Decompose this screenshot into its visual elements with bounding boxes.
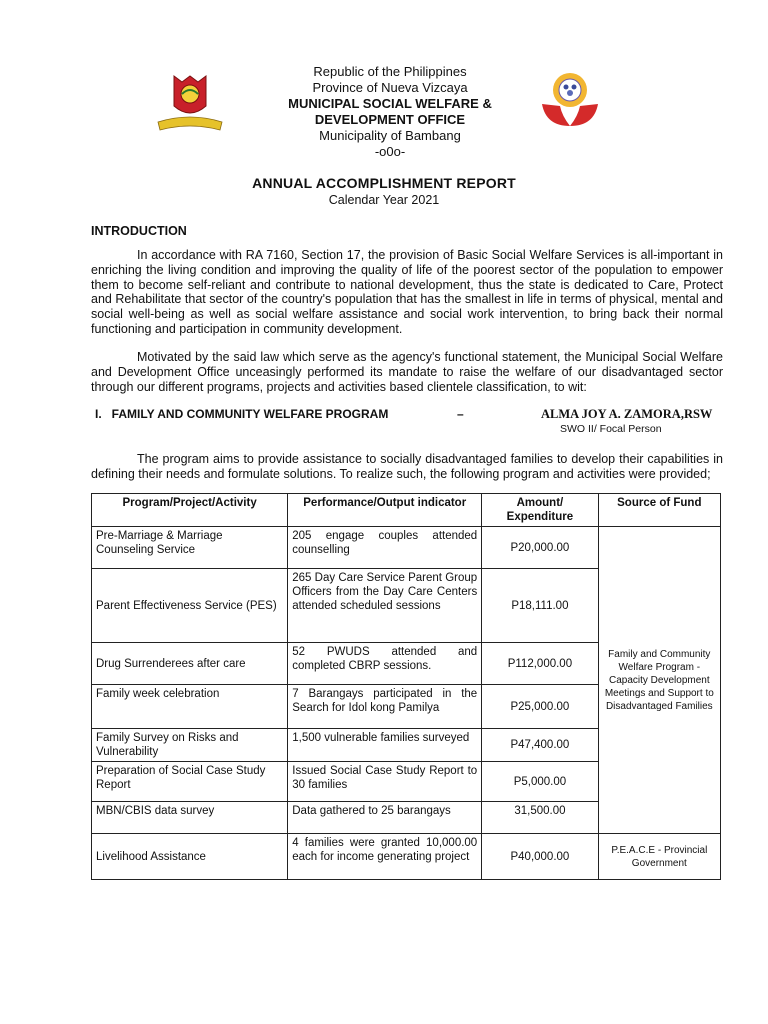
program-description: The program aims to provide assistance to socially disadvantaged families to develop their capabilities in defining their needs and formulate solutions. To realize such, the following program and activities were provided;	[91, 452, 723, 481]
intro-paragraph-2: Motivated by the said law which serve as the agency's functional statement, the Municipal Social Welfare and Development Office unceasingly performed its mandate to raise the welfare of our disadvantaged sector through our different programs, projects and activities based clientele classification, to wit:	[91, 350, 723, 394]
program-heading: I. FAMILY AND COMMUNITY WELFARE PROGRAM	[95, 407, 389, 421]
indicator-cell: 4 families were granted 10,000.00 each for income generating project	[288, 834, 482, 880]
header-municipality: Municipality of Bambang	[319, 128, 461, 143]
header-office-line1: MUNICIPAL SOCIAL WELFARE &	[288, 96, 492, 111]
header-republic: Republic of the Philippines	[313, 64, 467, 79]
activity-cell: MBN/CBIS data survey	[92, 802, 288, 834]
activity-cell: Preparation of Social Case Study Report	[92, 762, 288, 802]
intro-paragraph-1: In accordance with RA 7160, Section 17, the provision of Basic Social Welfare Services is all-important in enriching the living condition and improving the quality of life of the poorest sector of the population to empower them to become self-reliant and contribute to national development, thus the state is dedicated to Care, Protect and Rehabilitate that sector of the country's population that has the smallest in life in terms of physical, mental and social well-being as well as social welfare assistance and social work intervention, to bring back their normal functioning and participation in community development.	[91, 248, 723, 336]
table-header-row	[92, 494, 721, 527]
header-activity: Program/Project/Activity	[92, 494, 288, 527]
table-row	[92, 834, 721, 880]
amount-cell: 31,500.00	[482, 802, 598, 834]
header-separator: -o0o-	[374, 144, 406, 159]
amount-cell: P20,000.00	[482, 527, 598, 569]
amount-cell: P40,000.00	[482, 834, 598, 880]
amount-cell: P5,000.00	[482, 762, 598, 802]
activity-cell: Parent Effectiveness Service (PES)	[92, 569, 288, 643]
header-province: Province of Nueva Vizcaya	[312, 80, 468, 95]
amount-cell: P112,000.00	[482, 643, 598, 685]
amount-cell: P18,111.00	[482, 569, 598, 643]
amount-cell: P25,000.00	[482, 685, 598, 729]
focal-person-position: SWO II/ Focal Person	[560, 423, 662, 435]
indicator-cell: 205 engage couples attended counselling	[288, 527, 482, 569]
introduction-heading: INTRODUCTION	[91, 224, 187, 238]
header-fund: Source of Fund	[598, 494, 720, 527]
indicator-cell: 265 Day Care Service Parent Group Officers from the Day Care Centers attended scheduled sessions	[288, 569, 482, 643]
activity-cell: Family week celebration	[92, 685, 288, 729]
indicator-cell: 1,500 vulnerable families surveyed	[288, 729, 482, 762]
header-indicator: Performance/Output indicator	[288, 494, 482, 527]
activities-table	[91, 493, 721, 880]
indicator-cell: 52 PWUDS attended and completed CBRP sessions.	[288, 643, 482, 685]
program-heading-line	[95, 407, 725, 421]
fund-cell-family-program: Family and Community Welfare Program - Capacity Development Meetings and Support to Disadvantaged Families	[598, 527, 720, 834]
report-title: ANNUAL ACCOMPLISHMENT REPORT	[252, 175, 516, 191]
activity-cell: Family Survey on Risks and Vulnerability	[92, 729, 288, 762]
letterhead	[210, 64, 570, 160]
activity-cell: Drug Surrenderees after care	[92, 643, 288, 685]
amount-cell: P47,400.00	[482, 729, 598, 762]
activity-cell: Pre-Marriage & Marriage Counseling Service	[92, 527, 288, 569]
focal-person-name: ALMA JOY A. ZAMORA,RSW	[541, 407, 713, 421]
table-row	[92, 527, 721, 569]
header-amount: Amount/ Expenditure	[482, 494, 598, 527]
indicator-cell: 7 Barangays participated in the Search for Idol kong Pamilya	[288, 685, 482, 729]
header-office-line2: DEVELOPMENT OFFICE	[314, 112, 466, 127]
program-dash: –	[457, 407, 464, 421]
indicator-cell: Issued Social Case Study Report to 30 families	[288, 762, 482, 802]
fund-cell-peace: P.E.A.C.E - Provincial Government	[598, 834, 720, 880]
report-subtitle: Calendar Year 2021	[328, 193, 440, 207]
activity-cell: Livelihood Assistance	[92, 834, 288, 880]
indicator-cell: Data gathered to 25 barangays	[288, 802, 482, 834]
